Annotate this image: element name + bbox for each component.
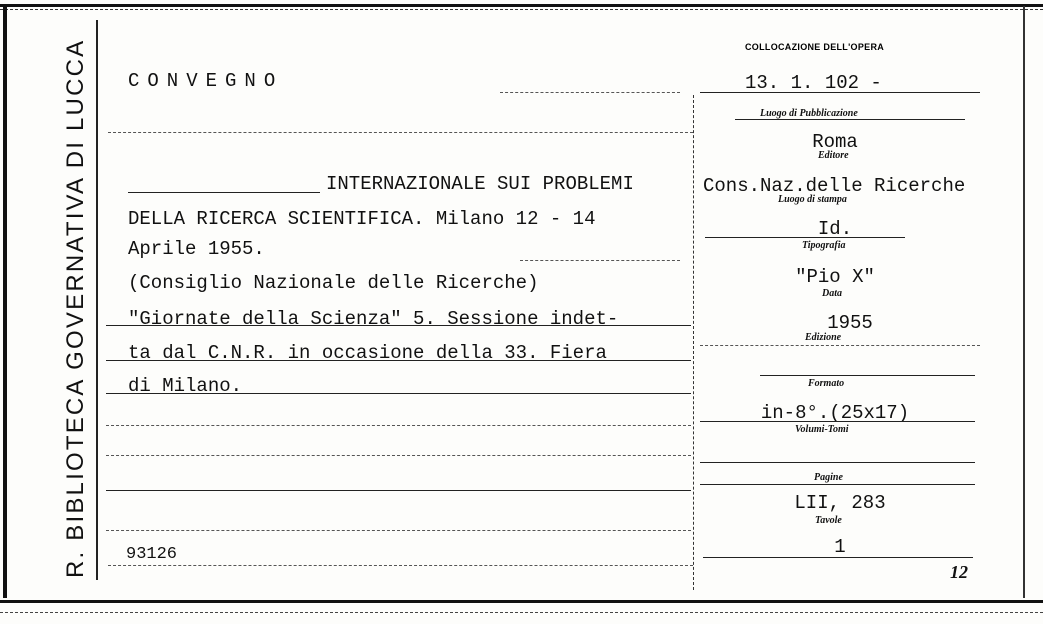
rule — [700, 345, 980, 346]
rule — [106, 490, 691, 491]
rule — [108, 565, 693, 566]
rule — [700, 462, 975, 463]
field-label-plates: Tavole — [815, 515, 842, 526]
rule — [106, 425, 691, 426]
heading: CONVEGNO — [128, 70, 284, 92]
margin-rule — [96, 20, 98, 580]
title-line-4: (Consiglio Nazionale delle Ricerche) — [128, 272, 539, 294]
field-value-publisher: Cons.Naz.delle Ricerche — [703, 175, 966, 197]
field-label-publisher: Editore — [818, 150, 849, 161]
column-divider — [693, 95, 694, 590]
field-label-place: Luogo di Pubblicazione — [760, 108, 858, 119]
footer-number: 12 — [950, 562, 968, 582]
rule — [500, 92, 680, 93]
field-label-volumes: Volumi-Tomi — [795, 424, 849, 435]
rule — [106, 360, 691, 361]
collocation-value: 13. 1. 102 - — [745, 72, 882, 94]
rule — [703, 557, 973, 558]
title-line-5: "Giornate della Scienza" 5. Sessione indet- — [128, 308, 619, 330]
field-label-print-place: Luogo di stampa — [778, 194, 847, 205]
rule — [735, 119, 965, 120]
field-label-pages: Pagine — [814, 472, 843, 483]
card-left-edge — [3, 6, 7, 598]
collocation-header: COLLOCAZIONE DELL'OPERA — [745, 42, 885, 52]
field-label-edition: Edizione — [805, 332, 842, 343]
title-line-7: di Milano. — [128, 375, 243, 397]
field-value-format: in-8°.(25x17) — [760, 402, 910, 424]
field-value-pages: LII, 283 — [794, 492, 886, 514]
rule — [106, 393, 691, 394]
rule — [108, 132, 693, 133]
card-bottom-border — [0, 600, 1043, 607]
field-label-date: Data — [822, 288, 842, 299]
field-value-printer: "Pio X" — [795, 266, 875, 288]
field-label-printer: Tipografia — [802, 240, 846, 251]
card-bottom-dashed — [0, 612, 1043, 613]
rule — [705, 237, 905, 238]
rule — [106, 455, 691, 456]
field-value-date: 1955 — [827, 312, 873, 334]
rule — [128, 192, 320, 193]
title-line-6: ta dal C.N.R. in occasione della 33. Fiera — [128, 342, 607, 364]
rule — [700, 92, 980, 93]
rule — [520, 260, 680, 261]
card-top-border — [0, 4, 1043, 10]
rule — [760, 375, 975, 376]
rule — [700, 421, 975, 422]
title-line-3: Aprile 1955. — [128, 238, 265, 260]
rule — [700, 484, 975, 485]
inventory-number: 93126 — [126, 545, 178, 564]
title-line-2: DELLA RICERCA SCIENTIFICA. Milano 12 - 14 — [128, 208, 596, 230]
title-line-1: INTERNAZIONALE SUI PROBLEMI — [326, 173, 634, 195]
field-value-place: Roma — [812, 131, 858, 153]
field-value-print-place: Id. — [817, 218, 853, 240]
field-label-format: Formato — [808, 378, 845, 389]
library-name: R. BIBLIOTECA GOVERNATIVA DI LUCCA — [62, 38, 89, 578]
card-right-edge — [1023, 6, 1025, 598]
rule — [106, 530, 691, 531]
rule — [106, 325, 691, 326]
field-value-plates: 1 — [834, 536, 846, 558]
